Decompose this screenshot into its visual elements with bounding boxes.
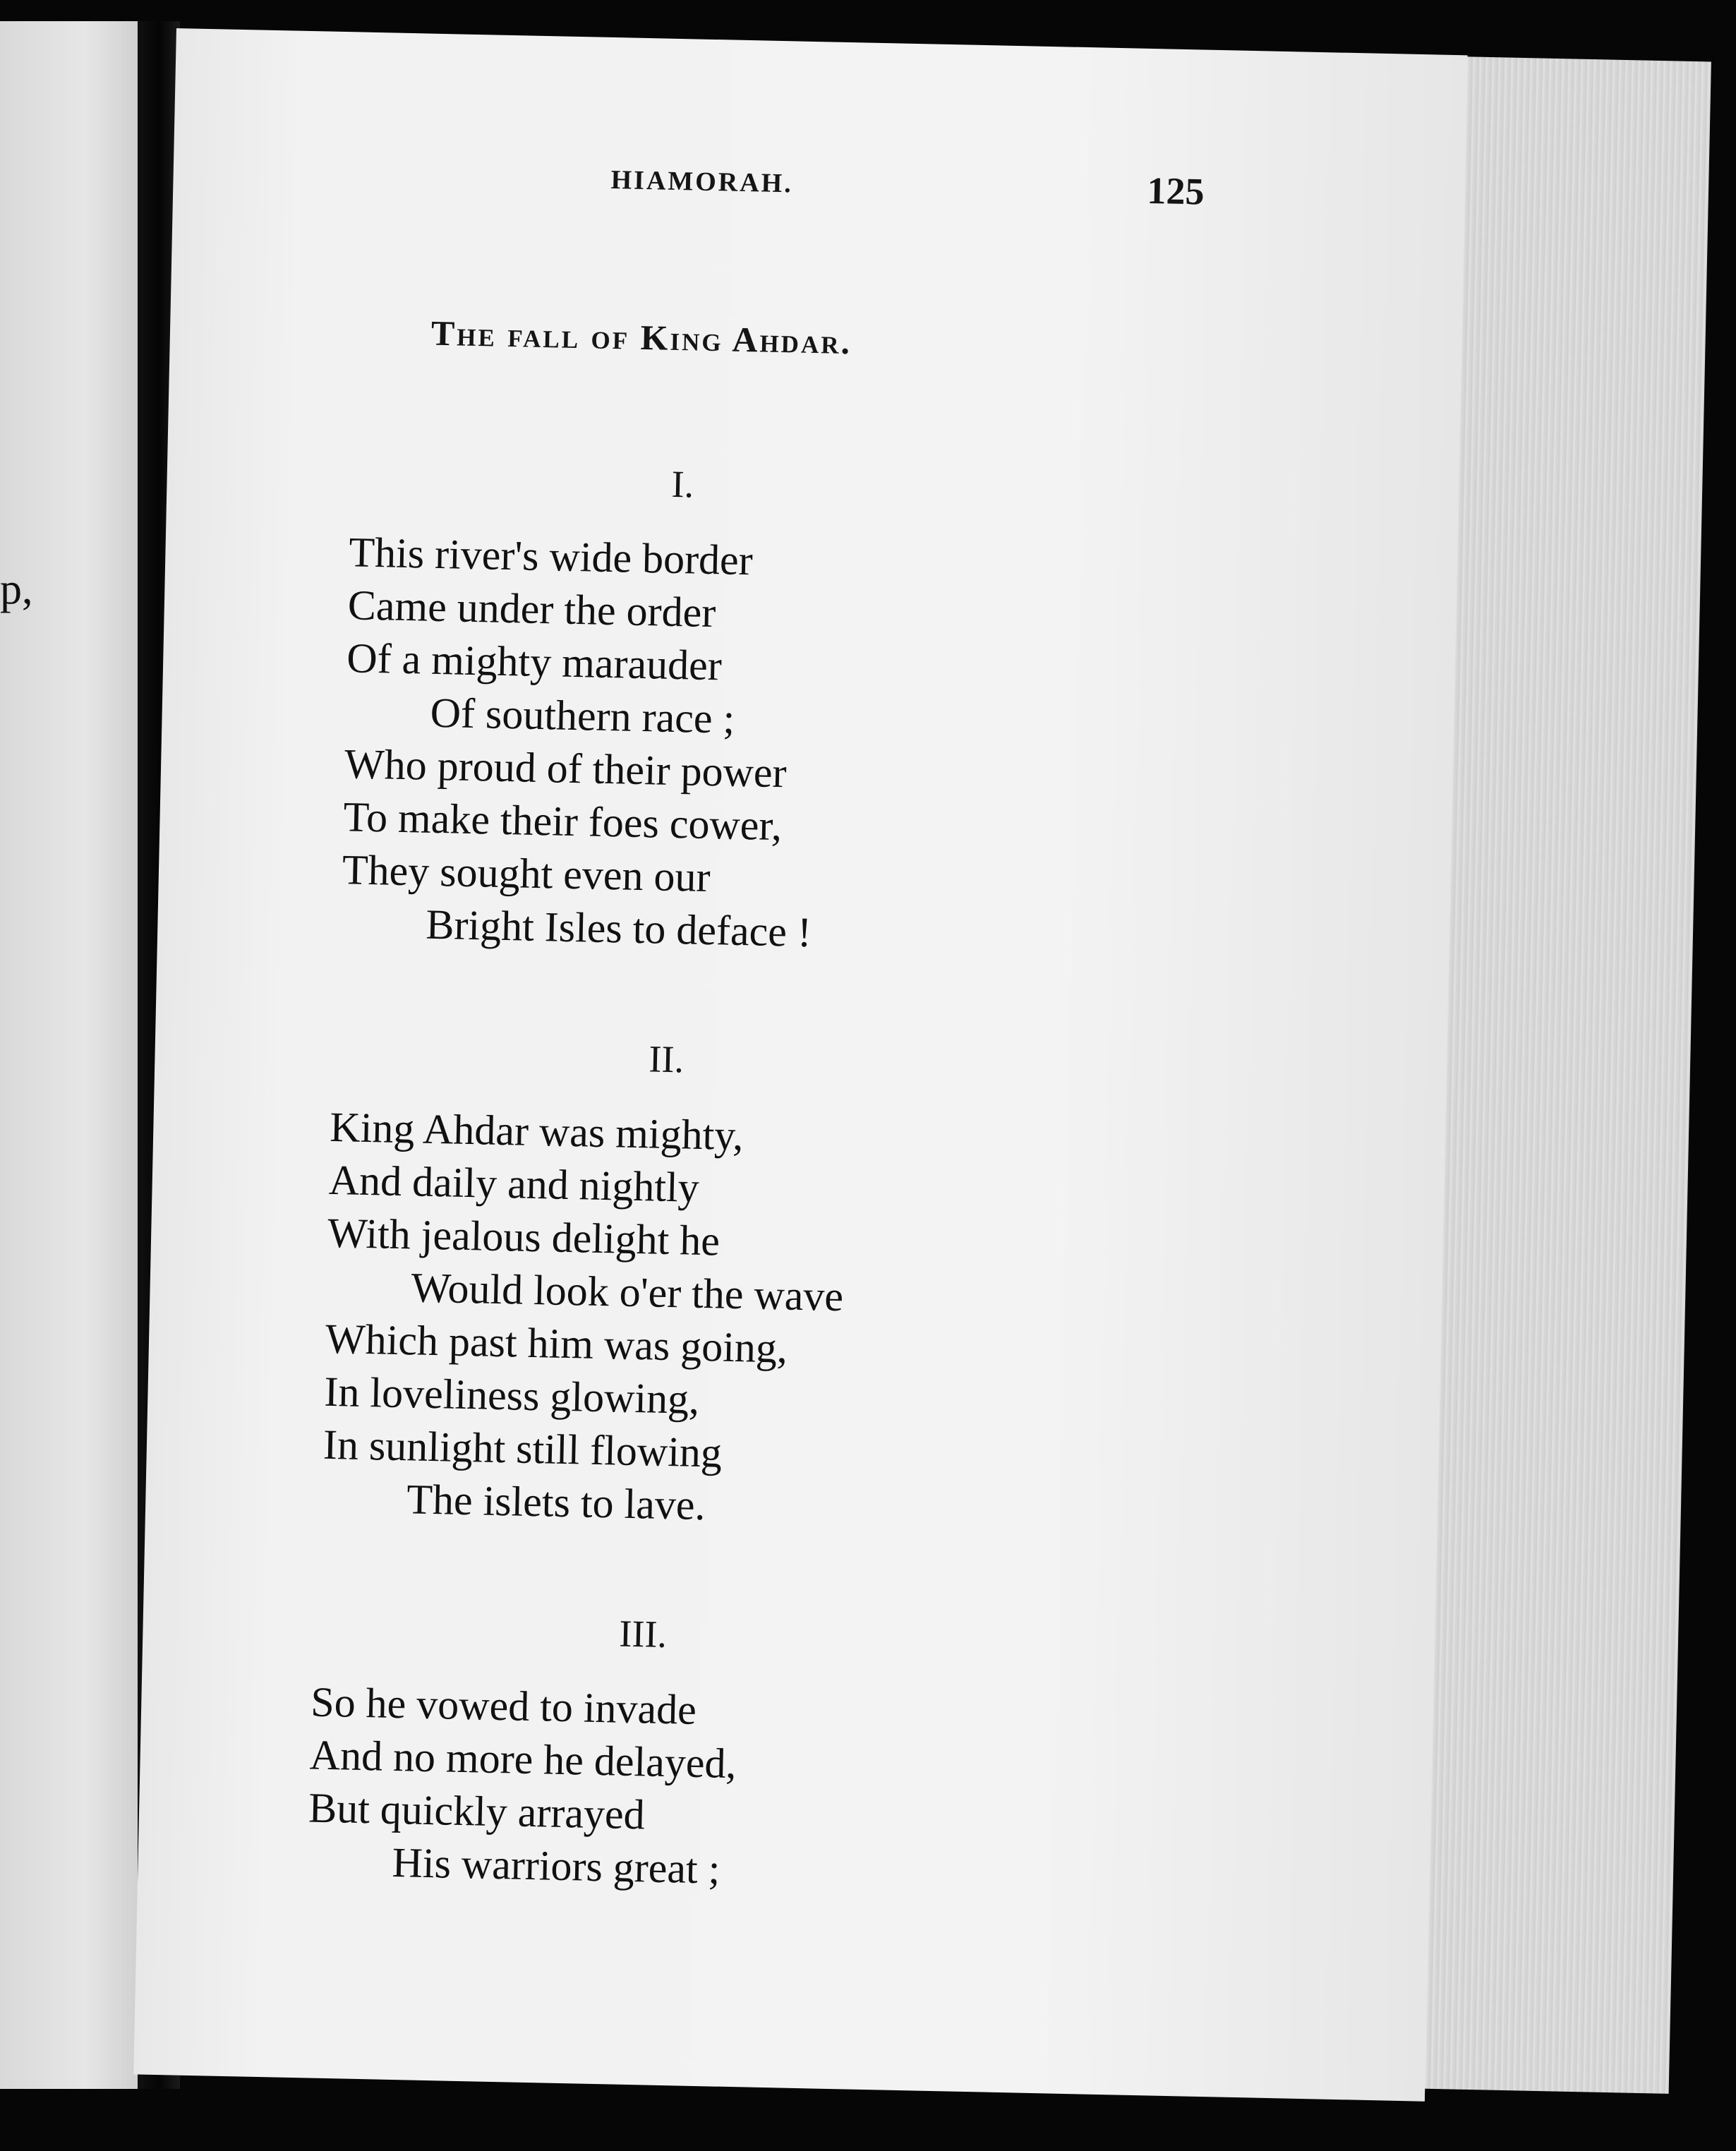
verse-line: They sought even our (342, 846, 711, 901)
stanza-3 (307, 1676, 738, 1897)
verse-line: His warriors great ; (391, 1838, 721, 1893)
section-number: II. (648, 1037, 685, 1081)
verse-line: This river's wide border (348, 529, 754, 584)
verse-line: Came under the order (347, 582, 716, 637)
verse-line: Who proud of their power (344, 740, 788, 797)
verse-line: King Ahdar was mighty, (329, 1103, 745, 1159)
verse-line: In loveliness glowing, (323, 1368, 700, 1423)
verse-line: To make their foes cower, (342, 793, 783, 850)
stanza-2 (322, 1101, 848, 1535)
running-head: HIAMORAH. (610, 164, 794, 199)
verse-line: Which past him was going, (325, 1315, 788, 1372)
verse-line: So he vowed to invade (310, 1678, 697, 1733)
verse-line: And no more he delayed, (309, 1731, 737, 1788)
verse-line: And daily and nightly (328, 1156, 700, 1211)
verse-line: Would look o'er the wave (411, 1264, 844, 1320)
page-number: 125 (1146, 169, 1205, 213)
left-page (0, 21, 141, 2089)
verse-line: But quickly arrayed (308, 1784, 646, 1838)
verse-line: The islets to lave. (406, 1476, 706, 1529)
verse-line: Of southern race ; (430, 689, 735, 742)
verse-line: Bright Isles to deface ! (425, 900, 812, 956)
right-page (133, 28, 1467, 2102)
left-page-text-fragment: p, (0, 565, 33, 613)
stanza-1 (341, 526, 820, 959)
verse-line: With jealous delight he (327, 1209, 721, 1265)
poem-title: The fall of King Ahdar. (430, 313, 852, 362)
section-number: III. (618, 1612, 668, 1656)
section-number: I. (671, 462, 694, 506)
verse-line: Of a mighty marauder (346, 634, 723, 689)
verse-line: In sunlight still flowing (323, 1421, 723, 1476)
